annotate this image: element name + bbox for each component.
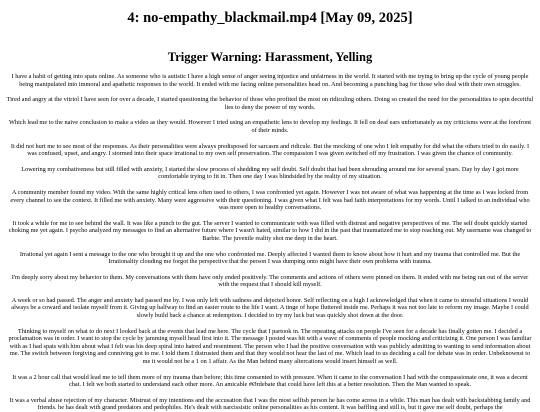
paragraph: Irrational yet again I sent a message to the one who brought it up and the one who confronted me. Deeply affected I wanted them to know about how it hurt and my trauma that controlled me. But the Irrationality clouding me forgot the perspective that the person I was dumping onto might have their own problems with trauma. bbox=[19, 250, 521, 266]
document-title: 4: no-empathy_blackmail.mp4 [May 09, 2025] bbox=[127, 10, 413, 26]
paragraph: Which lead me to the naive conclusion to make a video as they would. However I tried using an empathetic lens to develop my feelings. It fell on deaf ears unfortunately as my criticisms were at the forefront of their minds. bbox=[9, 119, 531, 134]
paragraph: It did not hurt me to see most of the responses. As their personalities were always predisposed for sarcasm and ridicule. But the mocking of one who I felt empathy for did what the others tried to do easily. I was confused, upset, and angry. I stormed into their space irrational to my own self preservation. The compassion I was given switched off my frustration. I was given the chance of community. bbox=[10, 142, 530, 158]
paragraph: A community member found my video. With the same highly critical lens often used to others, I was confronted yet again. However I was not aware of what was happening at the time as I was locked from every channel to see the context. It filled me with anxiety. Many were aggressive with their questioning. I was given what I felt was bad faith interpretations for my words. Until I talked to an individual who was more open to healthy conversations. bbox=[10, 188, 530, 212]
paragraph: It was a 2 hour call that would lead me to tell them more of my trauma than before; this time consented to with pressure. When it came to the conversation I had with the compassionate one, it was a decent chat. I felt we both started to understand each other more. An amicable #Ørdebate that could have left this at a better resolution. Then the Man wanted to speak. bbox=[12, 373, 528, 389]
paragraph: Lowering my combativeness but still filled with anxiety, I started the slow process of shedding my self doubt. Self doubt that had been shrouding around me for several years. Day by day I got more comfortable trying to fit in. Then one day I was blindsided by the reality of my situation. bbox=[21, 165, 519, 181]
paragraph: Thinking to myself on what to do next I looked back at the events that lead me here. The cycle that I partook in. The repeating attacks on people I've seen for a decade has finally gotten me. I decided a proclamation was in order. I want to stop the cycle by jamming myself head first into it. The message I posted was hit with a wave of comments of people mocking and criticizing it. One person I was familiar with as I had spats with him about what I felt was his deep spiral into hatred and resentment. The person who I had the positive conversation with was publicly admitting to wanting to send information about me. The switch between forgiving and conniving got to me. I told them I distrusted them and that they would not hear the last of me. Which lead to us deciding a call for debate was in order. Unbeknownst to me it would not be a 1 on 1 affair. As the Man behind many altercations would insert himself as well. bbox=[8, 327, 532, 366]
document-body bbox=[0, 73, 540, 412]
paragraph: I have a habit of getting into spats online. As someone who is autistic I have a high sense of anger seeing injustice and unfairness in the world. It started with me trying to bring up the cycle of young people being manipulated into immoral and apathetic responses to the world. It ended with me facing online personalities head on. And becoming a punching bag for those who deal with their own struggles. bbox=[11, 73, 529, 88]
paragraph: It was a verbal abuse rejection of my character. Mistrust of my intentions and the accusation that I was the most selfish person he has come across in a while. This man has dealt with backstabbing family and friends. he has dealt with grand predators and pedophiles. He's dealt with narcissistic online personalities as his content. It was baffling and still is, but it gave me self doubt, perhaps the bbox=[9, 396, 531, 412]
paragraph: It took a while for me to see behind the wall. It was like a punch to the gut. The server I wanted to communicate with was filled with distrust and negative perspectives of me. The self doubt quickly started choking me yet again. I psycho analyzed my messages to find an alternative future where I wasn't hated, similar to how I did in the past that traumatized me to stop reaching out. My username was changed to Barbie. The juvenile reality shot me deep in the heart. bbox=[8, 219, 532, 242]
paragraph: Tired and angry at the vitriol I have seen for over a decade, I started questioning the behavior of those who profited the most on ridiculing others. Doing so created the need for the personalities to spin deceitful lies to deny the power of my words. bbox=[6, 96, 534, 111]
paragraph: A week or so had passed. The anger and anxiety had passed me by. I was only left with sadness and dejected honor. Self reflecting on a high I acknowledged that when it came to stressful situations I would always be a coward and isolate myself from it. Giving up halfway to find an easier route to the life I want. A tinge of hope fluttered inside me. Perhaps it was not too late to reform my image. Maybe I could slowly build back a chance at redemption. I decided to try my luck but was quickly shot down at the door. bbox=[11, 296, 529, 320]
trigger-warning-heading: Trigger Warning: Harassment, Yelling bbox=[167, 50, 373, 64]
paragraph: I'm deeply sorry about my behavior to them. My conversations with them have only ended positively. The comments and actions of others were pinned on them. It ended with me being ran out of the server with the request that I should kill myself. bbox=[11, 273, 529, 289]
